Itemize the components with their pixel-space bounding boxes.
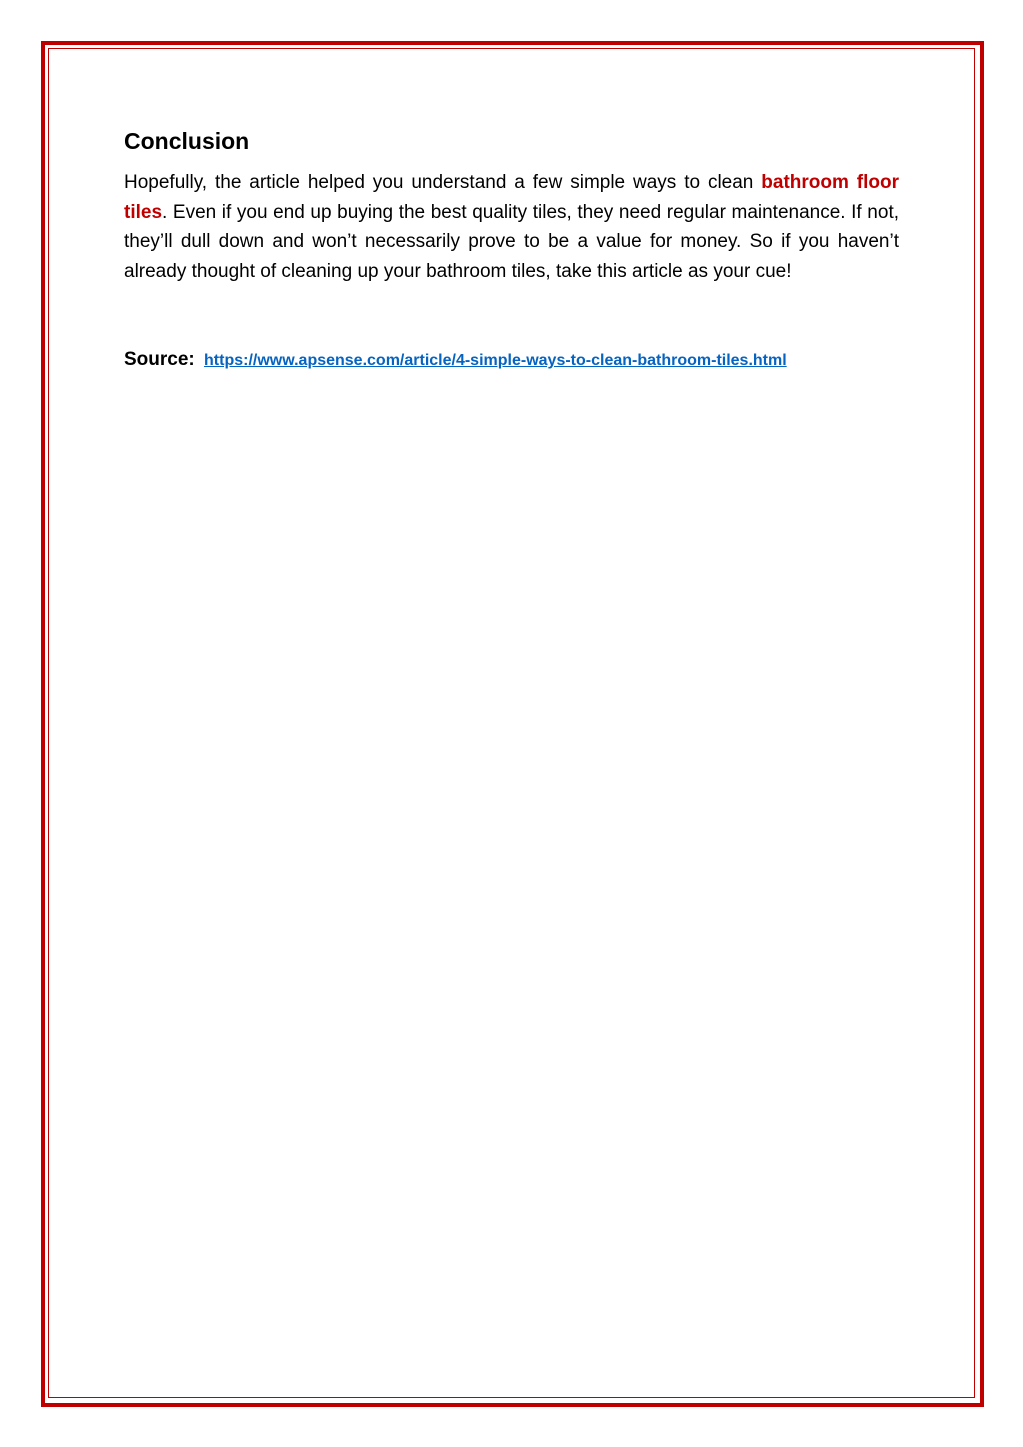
source-link[interactable]: https://www.apsense.com/article/4-simple-ways-to-clean-bathroom-tiles.html	[204, 351, 787, 369]
section-heading: Conclusion	[124, 128, 250, 154]
paragraph-text-before: Hopefully, the article helped you understand a few simple ways to clean	[124, 172, 762, 193]
keyword-highlight: bathroom floor tiles	[124, 172, 899, 223]
document-body	[124, 126, 899, 374]
source-label: Source:	[124, 348, 195, 370]
source-line	[124, 347, 899, 374]
conclusion-paragraph	[124, 168, 899, 287]
paragraph-text-after: . Even if you end up buying the best quality tiles, they need regular maintenance. If not, they’ll dull down and won’t necessarily prove to be a value for money. So if you haven’t already thought of cleaning up your bathroom tiles, take this article as your cue!	[124, 201, 899, 283]
